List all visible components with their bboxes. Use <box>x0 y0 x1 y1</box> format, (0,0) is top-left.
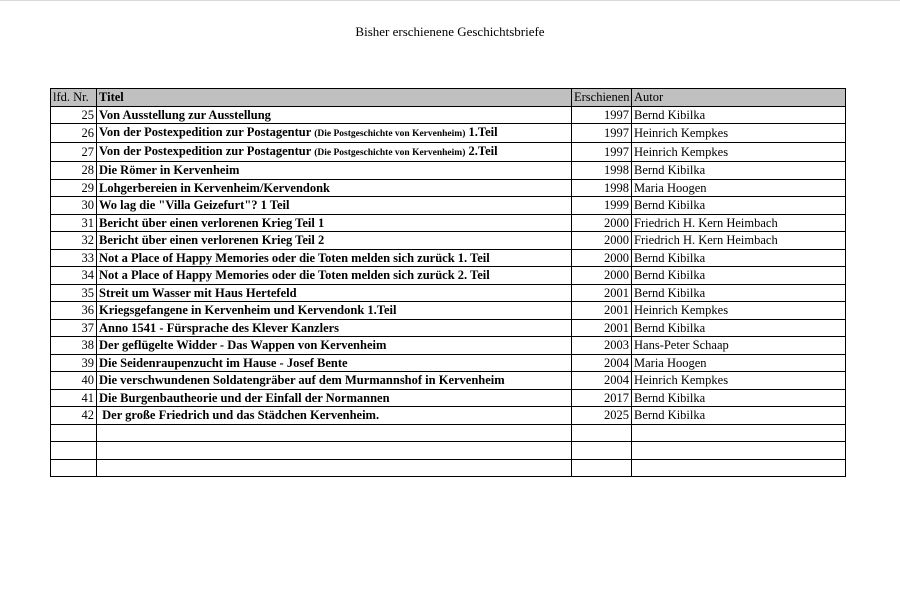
cell-title <box>97 407 572 425</box>
cell-title <box>97 214 572 232</box>
cell-title <box>97 372 572 390</box>
title-text: Bericht über einen verlorenen Krieg Teil 1 <box>99 215 325 230</box>
cell-published: 2001 <box>572 302 632 320</box>
table-row <box>51 106 846 124</box>
title-text: Die Seidenraupenzucht im Hause - Josef Bente <box>99 355 348 370</box>
cell-author: Heinrich Kempkes <box>632 143 846 162</box>
cell-author: Bernd Kibilka <box>632 162 846 180</box>
cell-title <box>97 424 572 442</box>
table-row <box>51 249 846 267</box>
title-text: Wo lag die "Villa Geizefurt"? 1 Teil <box>99 198 290 213</box>
table-row <box>51 442 846 460</box>
cell-author: Bernd Kibilka <box>632 267 846 285</box>
publication-table <box>50 88 846 477</box>
header-author: Autor <box>632 89 846 107</box>
table-row <box>51 232 846 250</box>
cell-number: 29 <box>51 179 97 197</box>
cell-number: 27 <box>51 143 97 162</box>
cell-author: Hans-Peter Schaap <box>632 337 846 355</box>
cell-title <box>97 267 572 285</box>
cell-number: 28 <box>51 162 97 180</box>
table-row <box>51 459 846 477</box>
cell-published <box>572 459 632 477</box>
cell-published: 1997 <box>572 106 632 124</box>
cell-author: Friedrich H. Kern Heimbach <box>632 214 846 232</box>
cell-title <box>97 232 572 250</box>
title-text: Bericht über einen verlorenen Krieg Teil 2 <box>99 233 325 248</box>
cell-author: Maria Hoogen <box>632 179 846 197</box>
cell-author <box>632 442 846 460</box>
cell-number: 25 <box>51 106 97 124</box>
cell-number: 26 <box>51 124 97 143</box>
header-number: lfd. Nr. <box>51 89 97 107</box>
cell-author: Heinrich Kempkes <box>632 372 846 390</box>
title-text: Die Römer in Kervenheim <box>99 163 240 178</box>
title-text: Streit um Wasser mit Haus Hertefeld <box>99 285 297 300</box>
cell-published: 2000 <box>572 232 632 250</box>
table-row <box>51 267 846 285</box>
cell-published: 1997 <box>572 124 632 143</box>
table-row <box>51 214 846 232</box>
title-subtitle: (Die Postgeschichte von Kervenheim) <box>314 148 466 158</box>
cell-title <box>97 302 572 320</box>
cell-published: 2017 <box>572 389 632 407</box>
cell-title <box>97 284 572 302</box>
cell-title <box>97 249 572 267</box>
cell-author: Bernd Kibilka <box>632 389 846 407</box>
cell-number: 37 <box>51 319 97 337</box>
cell-author <box>632 424 846 442</box>
cell-number: 36 <box>51 302 97 320</box>
title-text: Der große Friedrich und das Städchen Kervenheim. <box>99 408 380 423</box>
cell-published: 2003 <box>572 337 632 355</box>
title-text: Von Ausstellung zur Ausstellung <box>99 107 271 122</box>
cell-title <box>97 106 572 124</box>
title-text: Der geflügelte Widder - Das Wappen von Kervenheim <box>99 338 387 353</box>
cell-title <box>97 337 572 355</box>
cell-number: 31 <box>51 214 97 232</box>
header-published: Erschienen <box>572 89 632 107</box>
title-text: Die Burgenbautheorie und der Einfall der Normannen <box>99 390 390 405</box>
title-subtitle: (Die Postgeschichte von Kervenheim) <box>314 129 466 139</box>
cell-author: Friedrich H. Kern Heimbach <box>632 232 846 250</box>
table-row <box>51 143 846 162</box>
title-text: Lohgerbereien in Kervenheim/Kervendonk <box>99 180 331 195</box>
title-text: Von der Postexpedition zur Postagentur <box>99 144 315 158</box>
cell-author: Bernd Kibilka <box>632 197 846 215</box>
title-part: 1.Teil <box>465 125 498 139</box>
title-text: Von der Postexpedition zur Postagentur <box>99 125 315 139</box>
cell-number <box>51 442 97 460</box>
cell-author: Bernd Kibilka <box>632 319 846 337</box>
cell-title <box>97 179 572 197</box>
cell-title <box>97 124 572 143</box>
cell-author: Bernd Kibilka <box>632 106 846 124</box>
table-row <box>51 284 846 302</box>
cell-author: Bernd Kibilka <box>632 249 846 267</box>
cell-title <box>97 442 572 460</box>
cell-published <box>572 442 632 460</box>
cell-published: 2000 <box>572 267 632 285</box>
cell-title <box>97 143 572 162</box>
cell-published: 2001 <box>572 319 632 337</box>
cell-author: Maria Hoogen <box>632 354 846 372</box>
cell-published: 2004 <box>572 354 632 372</box>
cell-title <box>97 162 572 180</box>
cell-title <box>97 459 572 477</box>
title-text: Not a Place of Happy Memories oder die Toten melden sich zurück 1. Teil <box>99 250 490 265</box>
cell-author: Bernd Kibilka <box>632 407 846 425</box>
title-part: 2.Teil <box>465 144 498 158</box>
table-row <box>51 389 846 407</box>
cell-title <box>97 319 572 337</box>
cell-published: 1998 <box>572 162 632 180</box>
cell-title <box>97 197 572 215</box>
cell-published: 2001 <box>572 284 632 302</box>
cell-number: 30 <box>51 197 97 215</box>
cell-author: Heinrich Kempkes <box>632 124 846 143</box>
cell-published: 1997 <box>572 143 632 162</box>
table-row <box>51 197 846 215</box>
cell-published: 2000 <box>572 249 632 267</box>
title-text: Die verschwundenen Soldatengräber auf dem Murmannshof in Kervenheim <box>99 373 505 388</box>
cell-number: 41 <box>51 389 97 407</box>
cell-published: 2025 <box>572 407 632 425</box>
table-row <box>51 424 846 442</box>
table-row <box>51 302 846 320</box>
cell-author: Bernd Kibilka <box>632 284 846 302</box>
cell-number: 42 <box>51 407 97 425</box>
cell-author <box>632 459 846 477</box>
cell-number <box>51 424 97 442</box>
table-row <box>51 124 846 143</box>
cell-author: Heinrich Kempkes <box>632 302 846 320</box>
page-title: Bisher erschienene Geschichtsbriefe <box>355 24 545 39</box>
table-row <box>51 372 846 390</box>
cell-number: 33 <box>51 249 97 267</box>
table-row <box>51 337 846 355</box>
table-body <box>51 106 846 477</box>
title-text: Anno 1541 - Fürsprache des Klever Kanzlers <box>99 320 340 335</box>
cell-number: 32 <box>51 232 97 250</box>
cell-number: 35 <box>51 284 97 302</box>
cell-published: 2000 <box>572 214 632 232</box>
table-row <box>51 162 846 180</box>
table-row <box>51 179 846 197</box>
cell-number: 34 <box>51 267 97 285</box>
table-row <box>51 354 846 372</box>
cell-title <box>97 389 572 407</box>
table-row <box>51 319 846 337</box>
cell-title <box>97 354 572 372</box>
table-row <box>51 407 846 425</box>
page-top-border <box>0 0 900 1</box>
title-text: Kriegsgefangene in Kervenheim und Kervendonk 1.Teil <box>99 303 397 318</box>
cell-number: 38 <box>51 337 97 355</box>
cell-published <box>572 424 632 442</box>
cell-number <box>51 459 97 477</box>
cell-published: 1999 <box>572 197 632 215</box>
cell-published: 2004 <box>572 372 632 390</box>
title-text: Not a Place of Happy Memories oder die Toten melden sich zurück 2. Teil <box>99 268 490 283</box>
table-header-row <box>51 89 846 107</box>
cell-published: 1998 <box>572 179 632 197</box>
header-title: Titel <box>97 89 572 107</box>
cell-number: 40 <box>51 372 97 390</box>
cell-number: 39 <box>51 354 97 372</box>
